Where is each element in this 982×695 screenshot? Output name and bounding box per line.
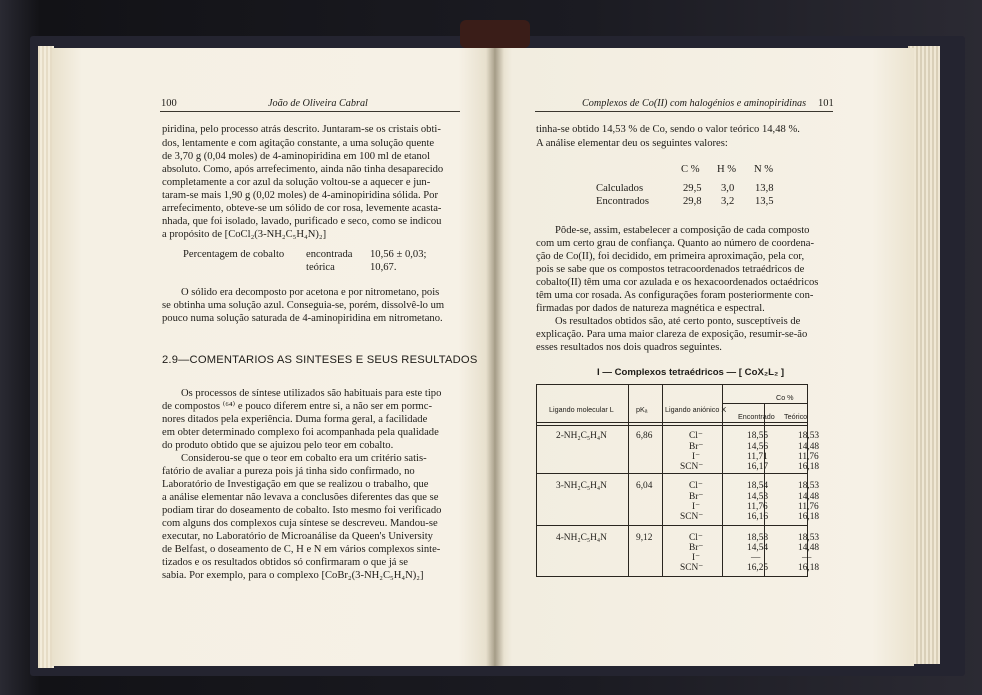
theoretical-cell: 14,48 bbox=[798, 492, 820, 502]
found-cell: 14,54 bbox=[747, 543, 769, 553]
anion-cell: SCN⁻ bbox=[680, 462, 704, 472]
anion-cell: Br⁻ bbox=[689, 543, 704, 553]
theoretical-cell: 11,76 bbox=[798, 452, 819, 462]
anion-cell: Cl⁻ bbox=[689, 533, 703, 543]
text-line: A análise elementar deu os seguintes valores: bbox=[536, 138, 728, 149]
text-line: de 3,70 g (0,04 moles) de 4-aminopiridina em 100 ml de etanol bbox=[162, 151, 431, 162]
right-running-head: Complexos de Co(II) com halogénios e aminopiridinas bbox=[582, 98, 807, 109]
text-line: com um certo grau de confiança. Quanto ao número de coordena- bbox=[536, 238, 814, 249]
text-line: Os processos de síntese utilizados são habituais para este tipo bbox=[181, 388, 442, 399]
anion-cell: SCN⁻ bbox=[680, 563, 704, 573]
pka-cell: 9,12 bbox=[636, 533, 653, 543]
ligand-cell: 3-NH₂C₅H₄N bbox=[556, 481, 607, 491]
table-divider bbox=[662, 385, 663, 576]
text-line: executar, no Laboratório de Microanálise da Queen's University bbox=[162, 531, 433, 542]
pka-cell: 6,86 bbox=[636, 431, 653, 441]
found-cell: 18,58 bbox=[747, 533, 769, 543]
text-line: em obter determinado complexo foi acompanhada pela qualidade bbox=[162, 427, 439, 438]
text-line: sabia. Por exemplo, para o complexo [CoBr₂(3-NH₂C₅H₄N)₂] bbox=[162, 570, 424, 581]
analysis-cell: 13,8 bbox=[755, 183, 774, 194]
anion-cell: I⁻ bbox=[692, 553, 701, 563]
text-line: esses resultados nos dois quadros seguintes. bbox=[536, 342, 722, 353]
header-pka: pKₐ bbox=[636, 405, 648, 414]
text-line: a análise elementar não levava a conclusões diferentes das que se bbox=[162, 492, 439, 503]
analysis-row-label: Calculados bbox=[596, 183, 644, 194]
found-cell: 16,16 bbox=[747, 512, 769, 522]
analysis-header-n: N % bbox=[754, 164, 774, 175]
table-divider bbox=[537, 525, 807, 526]
text-line: a propósito de [CoCl₂(3-NH₂C₅H₄N)₂] bbox=[162, 229, 327, 240]
text-line: dos, lentamente e com agitação constante, a uma solução quente bbox=[162, 138, 435, 149]
text-line: firmadas por dados de natureza magnética e espectral. bbox=[536, 303, 765, 314]
left-header-rule bbox=[160, 111, 460, 112]
theoretical-cell: 18,53 bbox=[798, 481, 820, 491]
found-cell: 18,55 bbox=[747, 431, 769, 441]
text-line: absoluto. Como, após arrefecimento, ainda não tinha desaparecido bbox=[162, 164, 444, 175]
analysis-cell: 3,0 bbox=[721, 183, 735, 194]
anion-cell: Cl⁻ bbox=[689, 481, 703, 491]
cobalt-percentage-label: Percentagem de cobalto bbox=[183, 249, 285, 260]
text-line: tinha-se obtido 14,53 % de Co, sendo o valor teórico 14,48 %. bbox=[536, 124, 800, 135]
table-divider bbox=[628, 385, 629, 576]
found-cell: 16,25 bbox=[747, 563, 769, 573]
ligand-cell: 2-NH₂C₅H₄N bbox=[556, 431, 607, 441]
theoretical-cell: 14,48 bbox=[798, 442, 820, 452]
text-line: ção de Co(II), foi decidido, em primeira aproximação, pela cor, bbox=[536, 251, 805, 262]
header-ligand: Ligando molecular L bbox=[549, 405, 614, 414]
text-line: Pôde-se, assim, estabelecer a composição de cada composto bbox=[555, 225, 810, 236]
theoretical-cell: 16,18 bbox=[798, 512, 820, 522]
left-page-number: 100 bbox=[161, 98, 177, 109]
text-line: se obtinha uma solução azul. Conseguia-se, porém, dissolvê-lo um bbox=[162, 300, 445, 311]
theoretical-label: teórica bbox=[306, 262, 335, 273]
text-line: cobalto(II) têm uma cor azulada e os hexacoordenados octaédricos bbox=[536, 277, 819, 288]
text-line: Laboratório de Investigação em que se realizou o trabalho, que bbox=[162, 479, 429, 490]
text-line: Considerou-se que o teor em cobalto era um critério satis- bbox=[181, 453, 427, 464]
theoretical-cell: 16,18 bbox=[798, 462, 820, 472]
analysis-row-label: Encontrados bbox=[596, 196, 649, 207]
found-cell: 16,17 bbox=[747, 462, 769, 472]
found-cell: — bbox=[751, 553, 761, 563]
text-line: Os resultados obtidos são, até certo ponto, susceptíveis de bbox=[555, 316, 801, 327]
found-value: 10,56 ± 0,03; bbox=[370, 249, 427, 260]
anion-cell: I⁻ bbox=[692, 502, 701, 512]
text-line: O sólido era decomposto por acetona e por nitrometano, pois bbox=[181, 287, 440, 298]
text-line: nhada, que foi isolado, lavado, purificado e seco, como se indicou bbox=[162, 216, 442, 227]
found-cell: 11,71 bbox=[747, 452, 768, 462]
right-header-rule bbox=[535, 111, 833, 112]
text-line: fatório de avaliar a pureza pois já tinha sido confirmado, no bbox=[162, 466, 415, 477]
theoretical-cell: 14,48 bbox=[798, 543, 820, 553]
left-running-head: João de Oliveira Cabral bbox=[268, 98, 368, 109]
header-found: Encontrado bbox=[738, 412, 775, 421]
theoretical-value: 10,67. bbox=[370, 262, 397, 273]
analysis-cell: 29,5 bbox=[683, 183, 702, 194]
text-line: arrefecimento, obteve-se um sólido de cor rosa, levemente acasta- bbox=[162, 203, 442, 214]
anion-cell: Br⁻ bbox=[689, 442, 704, 452]
text-line: podiam tirar do doseamento de cobalto. Isto mesmo foi verificado bbox=[162, 505, 442, 516]
anion-cell: Br⁻ bbox=[689, 492, 704, 502]
gutter-shadow bbox=[486, 48, 504, 666]
text-line: taram-se mais 1,90 g (0,02 moles) de 4-aminopiridina sólida. Por bbox=[162, 190, 438, 201]
text-line: com alguns dos complexos cuja síntese se descreveu. Mandou-se bbox=[162, 518, 438, 529]
found-label: encontrada bbox=[306, 249, 353, 260]
table-title: I — Complexos tetraédricos — [ CoX₂L₂ ] bbox=[597, 367, 785, 378]
table-divider bbox=[537, 425, 807, 426]
text-line: pouco numa solução saturada de 4-aminopiridina em nitrometano. bbox=[162, 313, 443, 324]
anion-cell: SCN⁻ bbox=[680, 512, 704, 522]
analysis-header-c: C % bbox=[681, 164, 700, 175]
found-cell: 14,53 bbox=[747, 492, 769, 502]
text-line: pois se sabe que os compostos tetracoordenados tetraédricos de bbox=[536, 264, 805, 275]
theoretical-cell: 11,76 bbox=[798, 502, 819, 512]
theoretical-cell: 16,18 bbox=[798, 563, 820, 573]
theoretical-cell: — bbox=[802, 553, 812, 563]
theoretical-cell: 18,53 bbox=[798, 431, 820, 441]
text-line: tizados e os resultados obtidos só confirmaram o que já se bbox=[162, 557, 408, 568]
text-line: de compostos ⁽⁶⁴⁾ e pouco diferem entre si, a não ser em pormc- bbox=[162, 401, 432, 412]
anion-cell: Cl⁻ bbox=[689, 431, 703, 441]
found-cell: 11,76 bbox=[747, 502, 768, 512]
book-spine bbox=[460, 20, 530, 48]
section-heading: 2.9—COMENTARIOS AS SINTESES E SEUS RESULTADOS bbox=[162, 354, 478, 366]
theoretical-cell: 18,53 bbox=[798, 533, 820, 543]
text-line: têm uma cor rosada. As configurações foram posteriormente con- bbox=[536, 290, 814, 301]
header-co: Co % bbox=[776, 393, 794, 402]
ligand-cell: 4-NH₂C₅H₄N bbox=[556, 533, 607, 543]
analysis-cell: 13,5 bbox=[755, 196, 774, 207]
anion-cell: I⁻ bbox=[692, 452, 701, 462]
analysis-cell: 29,8 bbox=[683, 196, 702, 207]
text-line: do produto obtido que se ajuizou pelo teor em cobalto. bbox=[162, 440, 394, 451]
text-line: piridina, pelo processo atrás descrito. Juntaram-se os cristais obti- bbox=[162, 124, 441, 135]
found-cell: 18,54 bbox=[747, 481, 769, 491]
analysis-header-h: H % bbox=[717, 164, 737, 175]
header-theoretical: Teórico bbox=[784, 412, 808, 421]
header-anionic: Ligando aniónico X bbox=[665, 405, 727, 414]
text-line: completamente a cor azul da solução voltou-se a aquecer e jun- bbox=[162, 177, 431, 188]
table-divider bbox=[722, 403, 807, 404]
right-page-number: 101 bbox=[818, 98, 834, 109]
found-cell: 14,56 bbox=[747, 442, 769, 452]
text-line: nores ditados pela experiência. Duma forma geral, a facilidade bbox=[162, 414, 428, 425]
analysis-cell: 3,2 bbox=[721, 196, 735, 207]
text-line: explicação. Para uma maior clareza de exposição, resumir-se-ão bbox=[536, 329, 808, 340]
pka-cell: 6,04 bbox=[636, 481, 653, 491]
text-line: de Belfast, o doseamento de C, H e N em vários complexos sinte- bbox=[162, 544, 441, 555]
